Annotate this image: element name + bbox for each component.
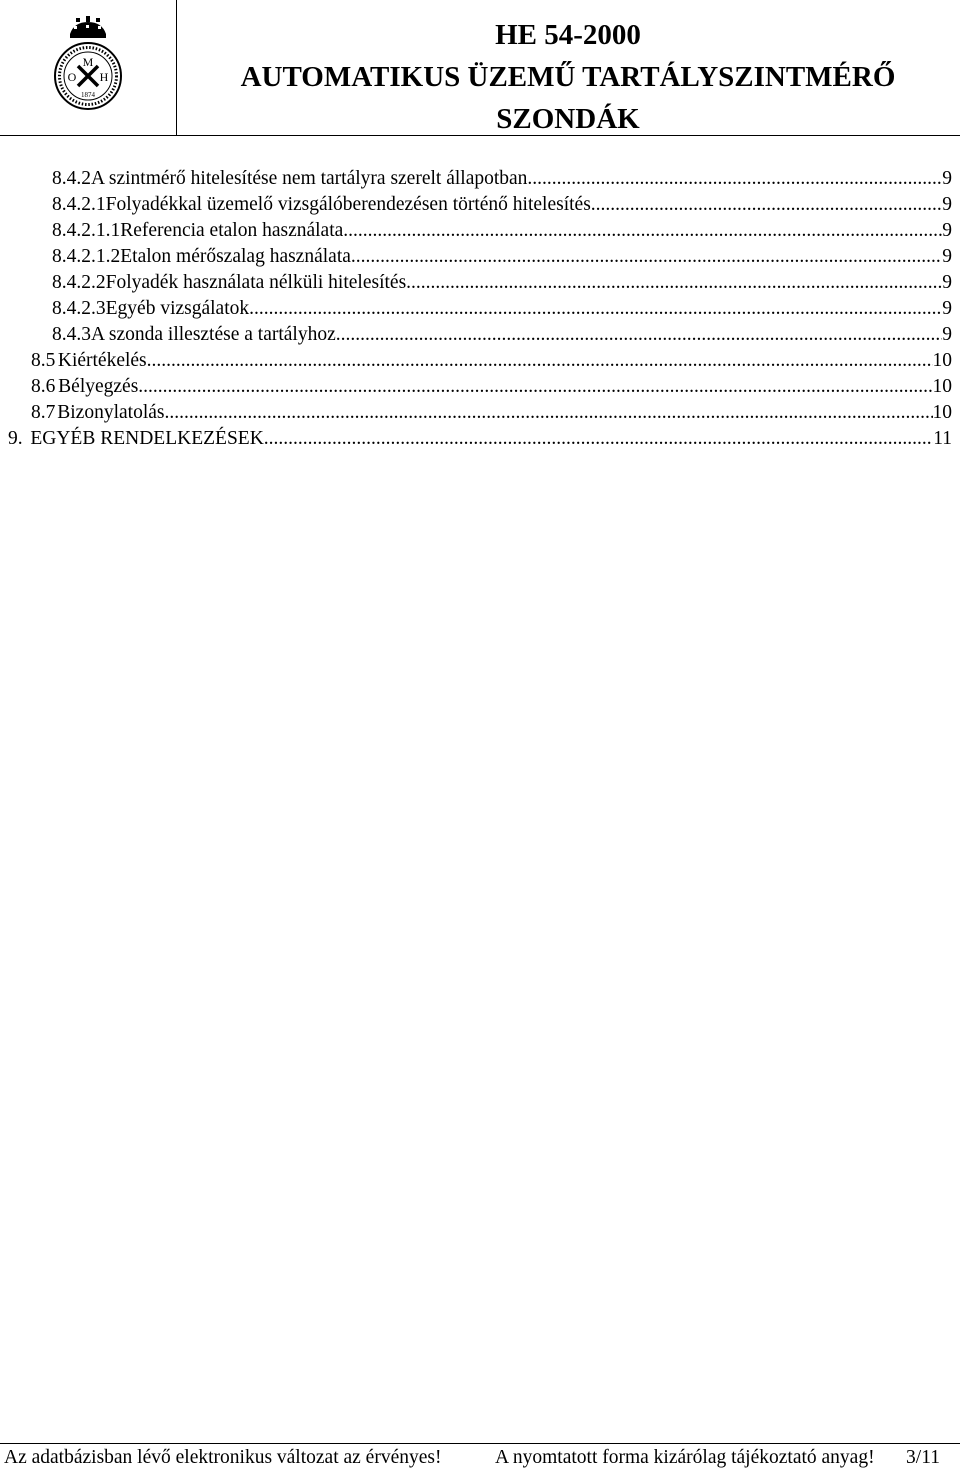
footer-validity-note: Az adatbázisban lévő elektronikus változat az érvényes!	[4, 1447, 442, 1468]
toc-entry-8-4-2[interactable]	[0, 166, 960, 192]
toc-title: A szonda illesztése a tartályhoz	[91, 324, 336, 345]
document-title	[178, 14, 958, 140]
toc-number: 8.4.2.1.2	[52, 246, 121, 267]
toc-number: 8.4.3	[52, 324, 91, 345]
toc-page: 9	[942, 220, 952, 241]
toc-page: 11	[933, 428, 952, 449]
toc-number: 8.4.2.1	[52, 194, 106, 215]
page-number: 3/11	[906, 1447, 940, 1468]
toc-page: 10	[932, 376, 952, 397]
page-header	[0, 0, 960, 135]
toc-entry-8-4-2-1[interactable]	[0, 192, 960, 218]
footer-print-note: A nyomtatott forma kizárólag tájékoztató anyag!	[495, 1447, 875, 1468]
toc-entry-8-7[interactable]	[0, 400, 960, 426]
toc-title: Egyéb vizsgálatok	[105, 298, 250, 319]
omh-logo	[50, 16, 126, 112]
toc-entry-8-4-2-1-1[interactable]	[0, 218, 960, 244]
toc-number: 8.4.2	[52, 168, 91, 189]
document-code: HE 54-2000	[495, 19, 641, 51]
toc-number: 8.4.2.2	[52, 272, 106, 293]
cross-arrows-icon	[78, 66, 98, 86]
toc-title: EGYÉB RENDELKEZÉSEK	[30, 428, 264, 449]
toc-page: 9	[942, 298, 952, 319]
header-rule	[0, 135, 960, 136]
toc-page: 10	[932, 402, 952, 423]
toc-number: 9.	[8, 428, 23, 449]
crown-icon	[70, 16, 106, 38]
toc-leader	[147, 348, 933, 374]
document-title-line-1: AUTOMATIKUS ÜZEMŰ TARTÁLYSZINTMÉRŐ	[240, 61, 896, 93]
toc-page: 9	[942, 168, 952, 189]
toc-entry-8-4-2-3[interactable]	[0, 296, 960, 322]
toc-entry-8-4-3[interactable]	[0, 322, 960, 348]
toc-title: Referencia etalon használata	[120, 220, 344, 241]
toc-leader	[406, 270, 942, 296]
toc-leader	[343, 218, 942, 244]
toc-entry-8-6[interactable]	[0, 374, 960, 400]
toc-entry-9[interactable]	[0, 426, 960, 452]
toc-entry-8-4-2-1-2[interactable]	[0, 244, 960, 270]
toc-leader	[264, 426, 933, 452]
toc-number: 8.4.2.1.1	[52, 220, 121, 241]
logo-letter-m: M	[82, 55, 94, 69]
toc-leader	[249, 296, 942, 322]
toc-page: 9	[942, 272, 952, 293]
logo-year: 1874	[81, 91, 95, 99]
logo-letter-o: O	[67, 70, 77, 84]
page-footer	[0, 1443, 960, 1472]
logo-letter-h: H	[99, 70, 109, 84]
toc-leader	[591, 192, 942, 218]
toc-entry-8-5[interactable]	[0, 348, 960, 374]
toc-leader	[138, 374, 932, 400]
toc-title: Kiértékelés	[57, 350, 147, 371]
toc-page: 10	[932, 350, 952, 371]
toc-title: Bizonylatolás	[57, 402, 165, 423]
toc-number: 8.7	[31, 402, 56, 423]
toc-leader	[164, 400, 932, 426]
toc-entry-8-4-2-2[interactable]	[0, 270, 960, 296]
toc-page: 9	[942, 324, 952, 345]
toc-number: 8.4.2.3	[52, 298, 106, 319]
toc-page: 9	[942, 246, 952, 267]
toc-leader	[351, 244, 942, 270]
toc-number: 8.6	[31, 376, 56, 397]
toc-title: A szintmérő hitelesítése nem tartályra szerelt állapotban	[91, 168, 528, 189]
toc-title: Folyadékkal üzemelő vizsgálóberendezésen történő hitelesítés	[105, 194, 591, 215]
toc-page: 9	[942, 194, 952, 215]
toc-title: Bélyegzés	[58, 376, 139, 397]
toc-leader	[336, 322, 943, 348]
toc-title: Folyadék használata nélküli hitelesítés	[105, 272, 407, 293]
toc-leader	[527, 166, 942, 192]
table-of-contents	[0, 166, 960, 452]
logo-box	[0, 0, 177, 135]
toc-title: Etalon mérőszalag használata	[120, 246, 351, 267]
document-title-line-2: SZONDÁK	[496, 103, 640, 135]
toc-number: 8.5	[31, 350, 56, 371]
